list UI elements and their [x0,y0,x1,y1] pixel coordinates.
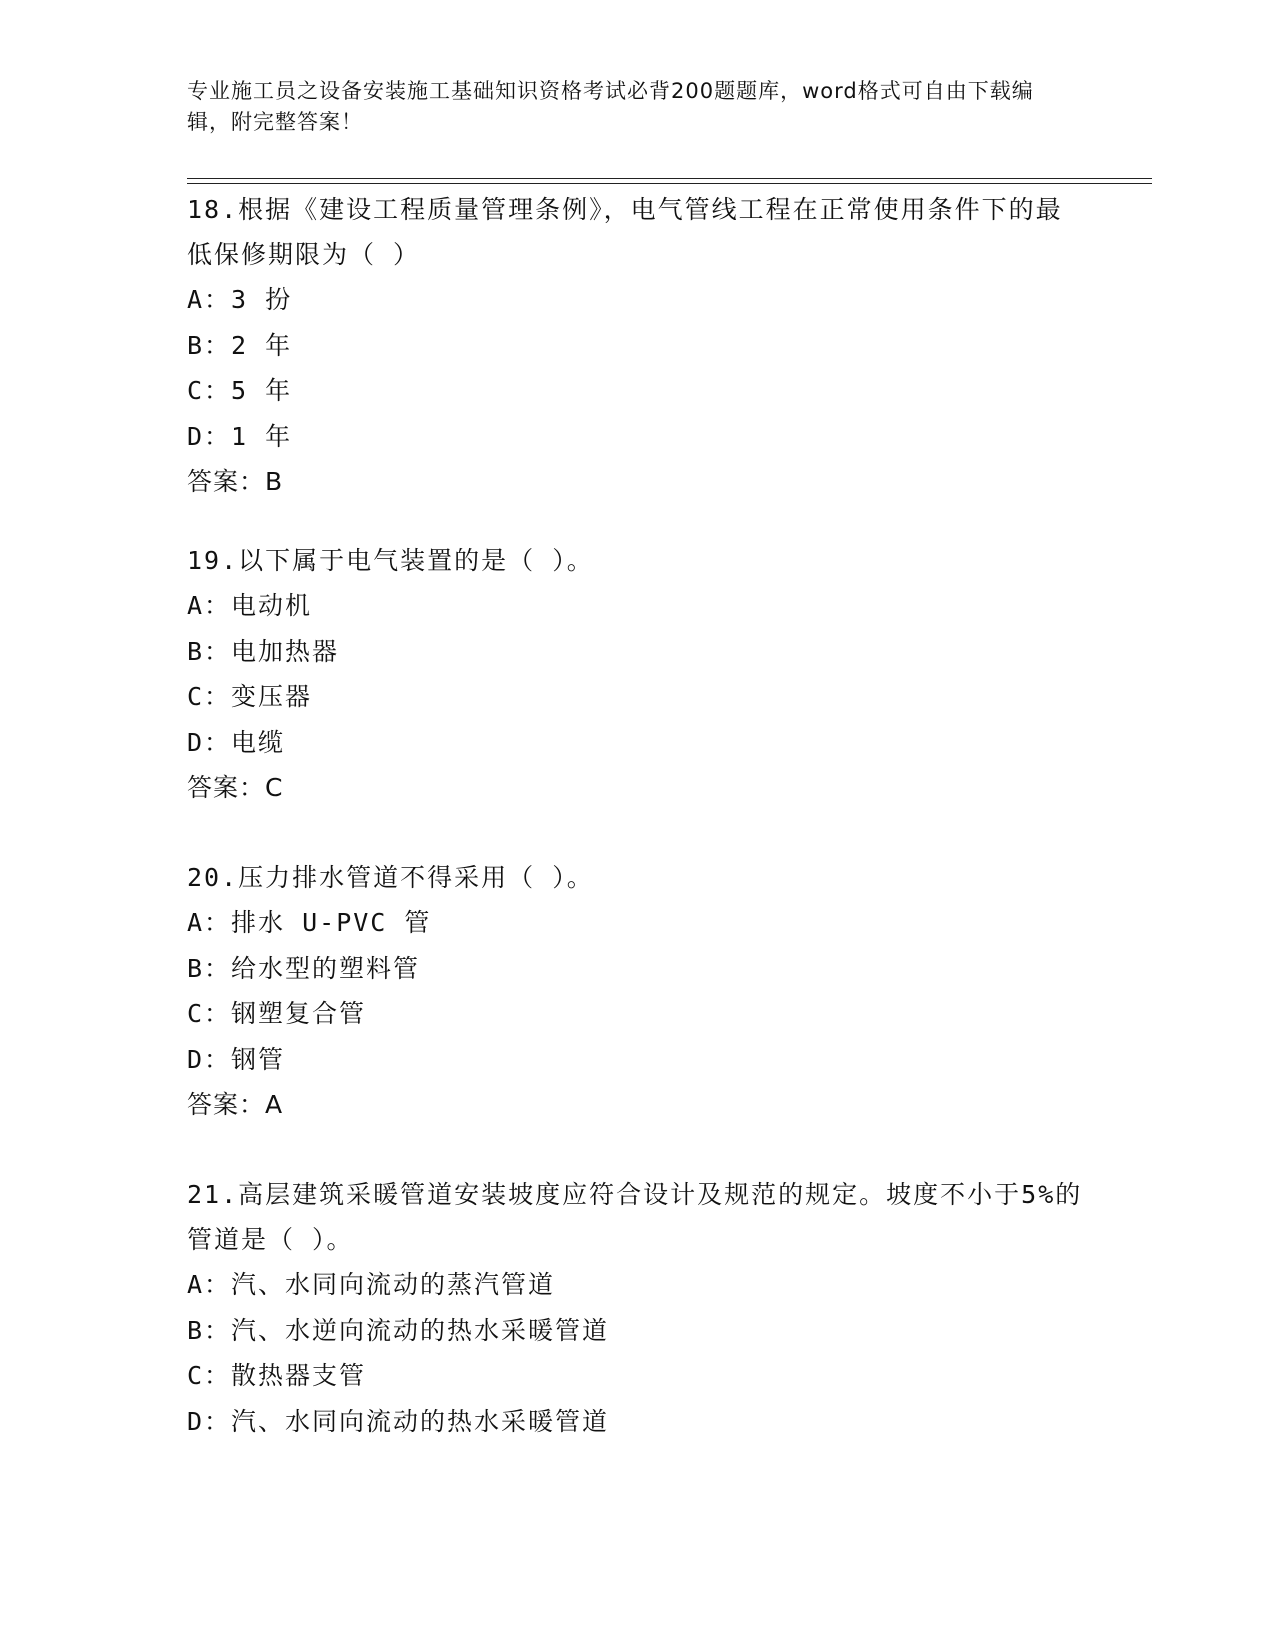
question-19 [187,538,1087,810]
option-c: C：变压器 [187,682,313,711]
option-a: A：排水 U-PVC 管 [187,908,432,937]
option-a: A：汽、水同向流动的蒸汽管道 [187,1270,556,1299]
option-a: A：电动机 [187,591,313,620]
option-a: A：3 扮 [187,285,293,314]
question-stem: 21.高层建筑采暖管道安装坡度应符合设计及规范的规定。坡度不小于5%的管道是（ ）。 [187,1180,1083,1254]
answer: 答案：B [187,467,284,496]
header-divider-top [187,178,1152,179]
option-d: D：电缆 [187,727,286,757]
answer: 答案：A [187,1090,284,1119]
option-b: B：电加热器 [187,636,340,666]
option-c: C：5 年 [187,376,293,405]
question-stem: 20.压力排水管道不得采用（ ）。 [187,863,594,892]
option-d: D：汽、水同向流动的热水采暖管道 [187,1406,610,1436]
option-b: B：2 年 [187,330,293,360]
question-20 [187,855,1087,1127]
header-divider-bottom [187,183,1152,184]
option-b: B：汽、水逆向流动的热水采暖管道 [187,1315,610,1345]
option-c: C：钢塑复合管 [187,999,367,1028]
option-d: D：钢管 [187,1044,286,1074]
question-stem: 18.根据《建设工程质量管理条例》，电气管线工程在正常使用条件下的最低保修期限为（ ） [187,195,1063,269]
question-21 [187,1172,1087,1444]
option-c: C：散热器支管 [187,1361,367,1390]
option-d: D：1 年 [187,421,293,451]
answer: 答案：C [187,773,284,802]
document-header: 专业施工员之设备安装施工基础知识资格考试必背200题题库，word格式可自由下载编辑，附完整答案！ [187,79,1034,134]
question-18 [187,187,1087,504]
question-stem: 19.以下属于电气装置的是（ ）。 [187,546,594,575]
option-b: B：给水型的塑料管 [187,953,421,983]
